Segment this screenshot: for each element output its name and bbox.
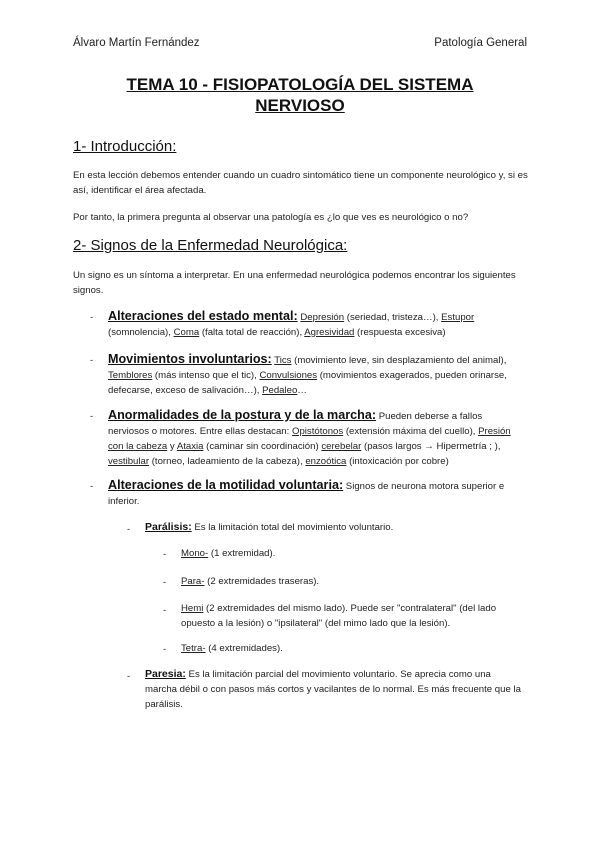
term-desc: (respuesta excesiva) xyxy=(354,327,446,338)
bullet-dash: - xyxy=(90,411,94,422)
paralisis-type-para xyxy=(181,574,521,589)
term-ataxia: Ataxia xyxy=(176,441,204,452)
term-desc: (intoxicación por cobre) xyxy=(346,456,449,467)
term-presion-cabeza: Presión con la cabeza xyxy=(108,426,511,452)
section-1-paragraph-1: En esta lección debemos entender cuando un cuadro sintomático tiene un componente neurológico y, si es así, identificar el área afectada. xyxy=(73,170,528,196)
header-subject: Patología General xyxy=(434,37,527,49)
section-2-intro: Un signo es un síntoma a interpretar. En una enfermedad neurológica podemos encontrar los siguientes signos. xyxy=(73,270,516,296)
paralisis-type-hemi xyxy=(181,601,521,631)
term-enzootica: enzoótica xyxy=(305,456,347,467)
term-opistotonos: Opistótonos xyxy=(291,426,344,437)
bullet-dash: - xyxy=(163,644,167,655)
term-convulsiones: Convulsiones xyxy=(259,370,318,381)
item-title: Anormalidades de la postura y de la marcha: xyxy=(108,408,377,422)
bullet-dash: - xyxy=(90,481,94,492)
title-line-1: TEMA 10 - FISIOPATOLOGÍA DEL SISTEMA xyxy=(126,75,474,94)
sub-item-title: Paresia: xyxy=(145,668,186,680)
sub-item-paresia xyxy=(145,667,523,712)
item-intro: Pueden deberse a fallos nerviosos o motores. Entre ellas destacan: xyxy=(108,411,483,437)
term-desc: y xyxy=(167,441,177,452)
item-title: Alteraciones del estado mental: xyxy=(108,309,298,323)
item-title: Alteraciones de la motilidad voluntaria: xyxy=(108,478,344,492)
term-cerebelar: cerebelar xyxy=(321,441,362,452)
sub-item-desc: Es la limitación total del movimiento voluntario. xyxy=(191,522,394,533)
term-estupor: Estupor xyxy=(441,312,475,323)
section-2-heading: 2- Signos de la Enfermedad Neurológica: xyxy=(73,237,348,254)
term-desc: (movimiento leve, sin desplazamiento del animal), xyxy=(291,355,507,366)
list-item-movimientos-involuntarios xyxy=(108,352,523,398)
title-line-2: NERVIOSO xyxy=(255,96,345,115)
paralisis-type-tetra xyxy=(181,641,521,656)
item-title: Movimientos involuntarios: xyxy=(108,352,272,366)
list-item-estado-mental xyxy=(108,309,523,340)
section-1-paragraph-2: Por tanto, la primera pregunta al observar una patología es ¿lo que ves es neurológico o no? xyxy=(73,212,469,223)
term-desc: (4 extremidades). xyxy=(205,643,283,654)
term-desc: … xyxy=(297,385,307,396)
sub-item-title: Parálisis: xyxy=(145,521,192,533)
term-vestibular: vestibular xyxy=(108,456,150,467)
document-title xyxy=(60,74,540,116)
header-author: Álvaro Martín Fernández xyxy=(73,37,200,49)
term-desc: (falta total de reacción), xyxy=(199,327,305,338)
term-para: Para- xyxy=(181,576,205,587)
bullet-dash: - xyxy=(90,355,94,366)
sub-item-desc: Es la limitación parcial del movimiento voluntario. Se aprecia como una marcha débil o con pasos más cortos y vacilantes de lo normal. Es más frecuente que la parálisis. xyxy=(145,669,521,710)
term-desc: (2 extremidades del mismo lado). Puede ser "contralateral" (del lado opuesto a la lesión) o "ipsilateral" (del mimo lado que la lesión). xyxy=(181,603,497,629)
list-item-motilidad-voluntaria xyxy=(108,478,523,509)
item-desc: Signos de neurona motora superior e inferior. xyxy=(108,481,505,507)
bullet-dash: - xyxy=(163,549,167,560)
term-desc: (extensión máxima del cuello), xyxy=(343,426,479,437)
section-1-heading: 1- Introducción: xyxy=(73,138,177,155)
term-desc: (más intenso que el tic), xyxy=(152,370,260,381)
term-desc: (somnolencia), xyxy=(108,327,174,338)
bullet-dash: - xyxy=(90,312,94,323)
term-tetra: Tetra- xyxy=(181,643,206,654)
page-header xyxy=(73,37,527,49)
term-desc: (torneo, ladeamiento de la cabeza), xyxy=(149,456,306,467)
term-desc: (seriedad, tristeza…), xyxy=(344,312,442,323)
term-desc: (2 extremidades traseras). xyxy=(204,576,320,587)
term-coma: Coma xyxy=(173,327,200,338)
term-desc: (pasos largos → Hipermetría ; ), xyxy=(361,441,501,452)
term-desc: (1 extremidad). xyxy=(208,548,276,559)
sub-item-paralisis xyxy=(145,520,525,535)
bullet-dash: - xyxy=(127,524,131,535)
term-hemi: Hemi xyxy=(181,603,204,614)
term-temblores: Temblores xyxy=(108,370,153,381)
bullet-dash: - xyxy=(163,605,167,616)
term-tics: Tics xyxy=(274,355,292,366)
bullet-dash: - xyxy=(163,577,167,588)
paralisis-type-mono xyxy=(181,546,521,561)
term-agresividad: Agresividad xyxy=(304,327,355,338)
term-pedaleo: Pedaleo xyxy=(262,385,298,396)
term-mono: Mono- xyxy=(181,548,209,559)
term-depresion: Depresión xyxy=(300,312,345,323)
bullet-dash: - xyxy=(127,671,131,682)
term-desc: (caminar sin coordinación) xyxy=(203,441,322,452)
list-item-postura-marcha xyxy=(108,408,523,469)
term-desc: (movimientos exagerados, pueden orinarse, defecarse, exceso de salivación…), xyxy=(108,370,507,396)
